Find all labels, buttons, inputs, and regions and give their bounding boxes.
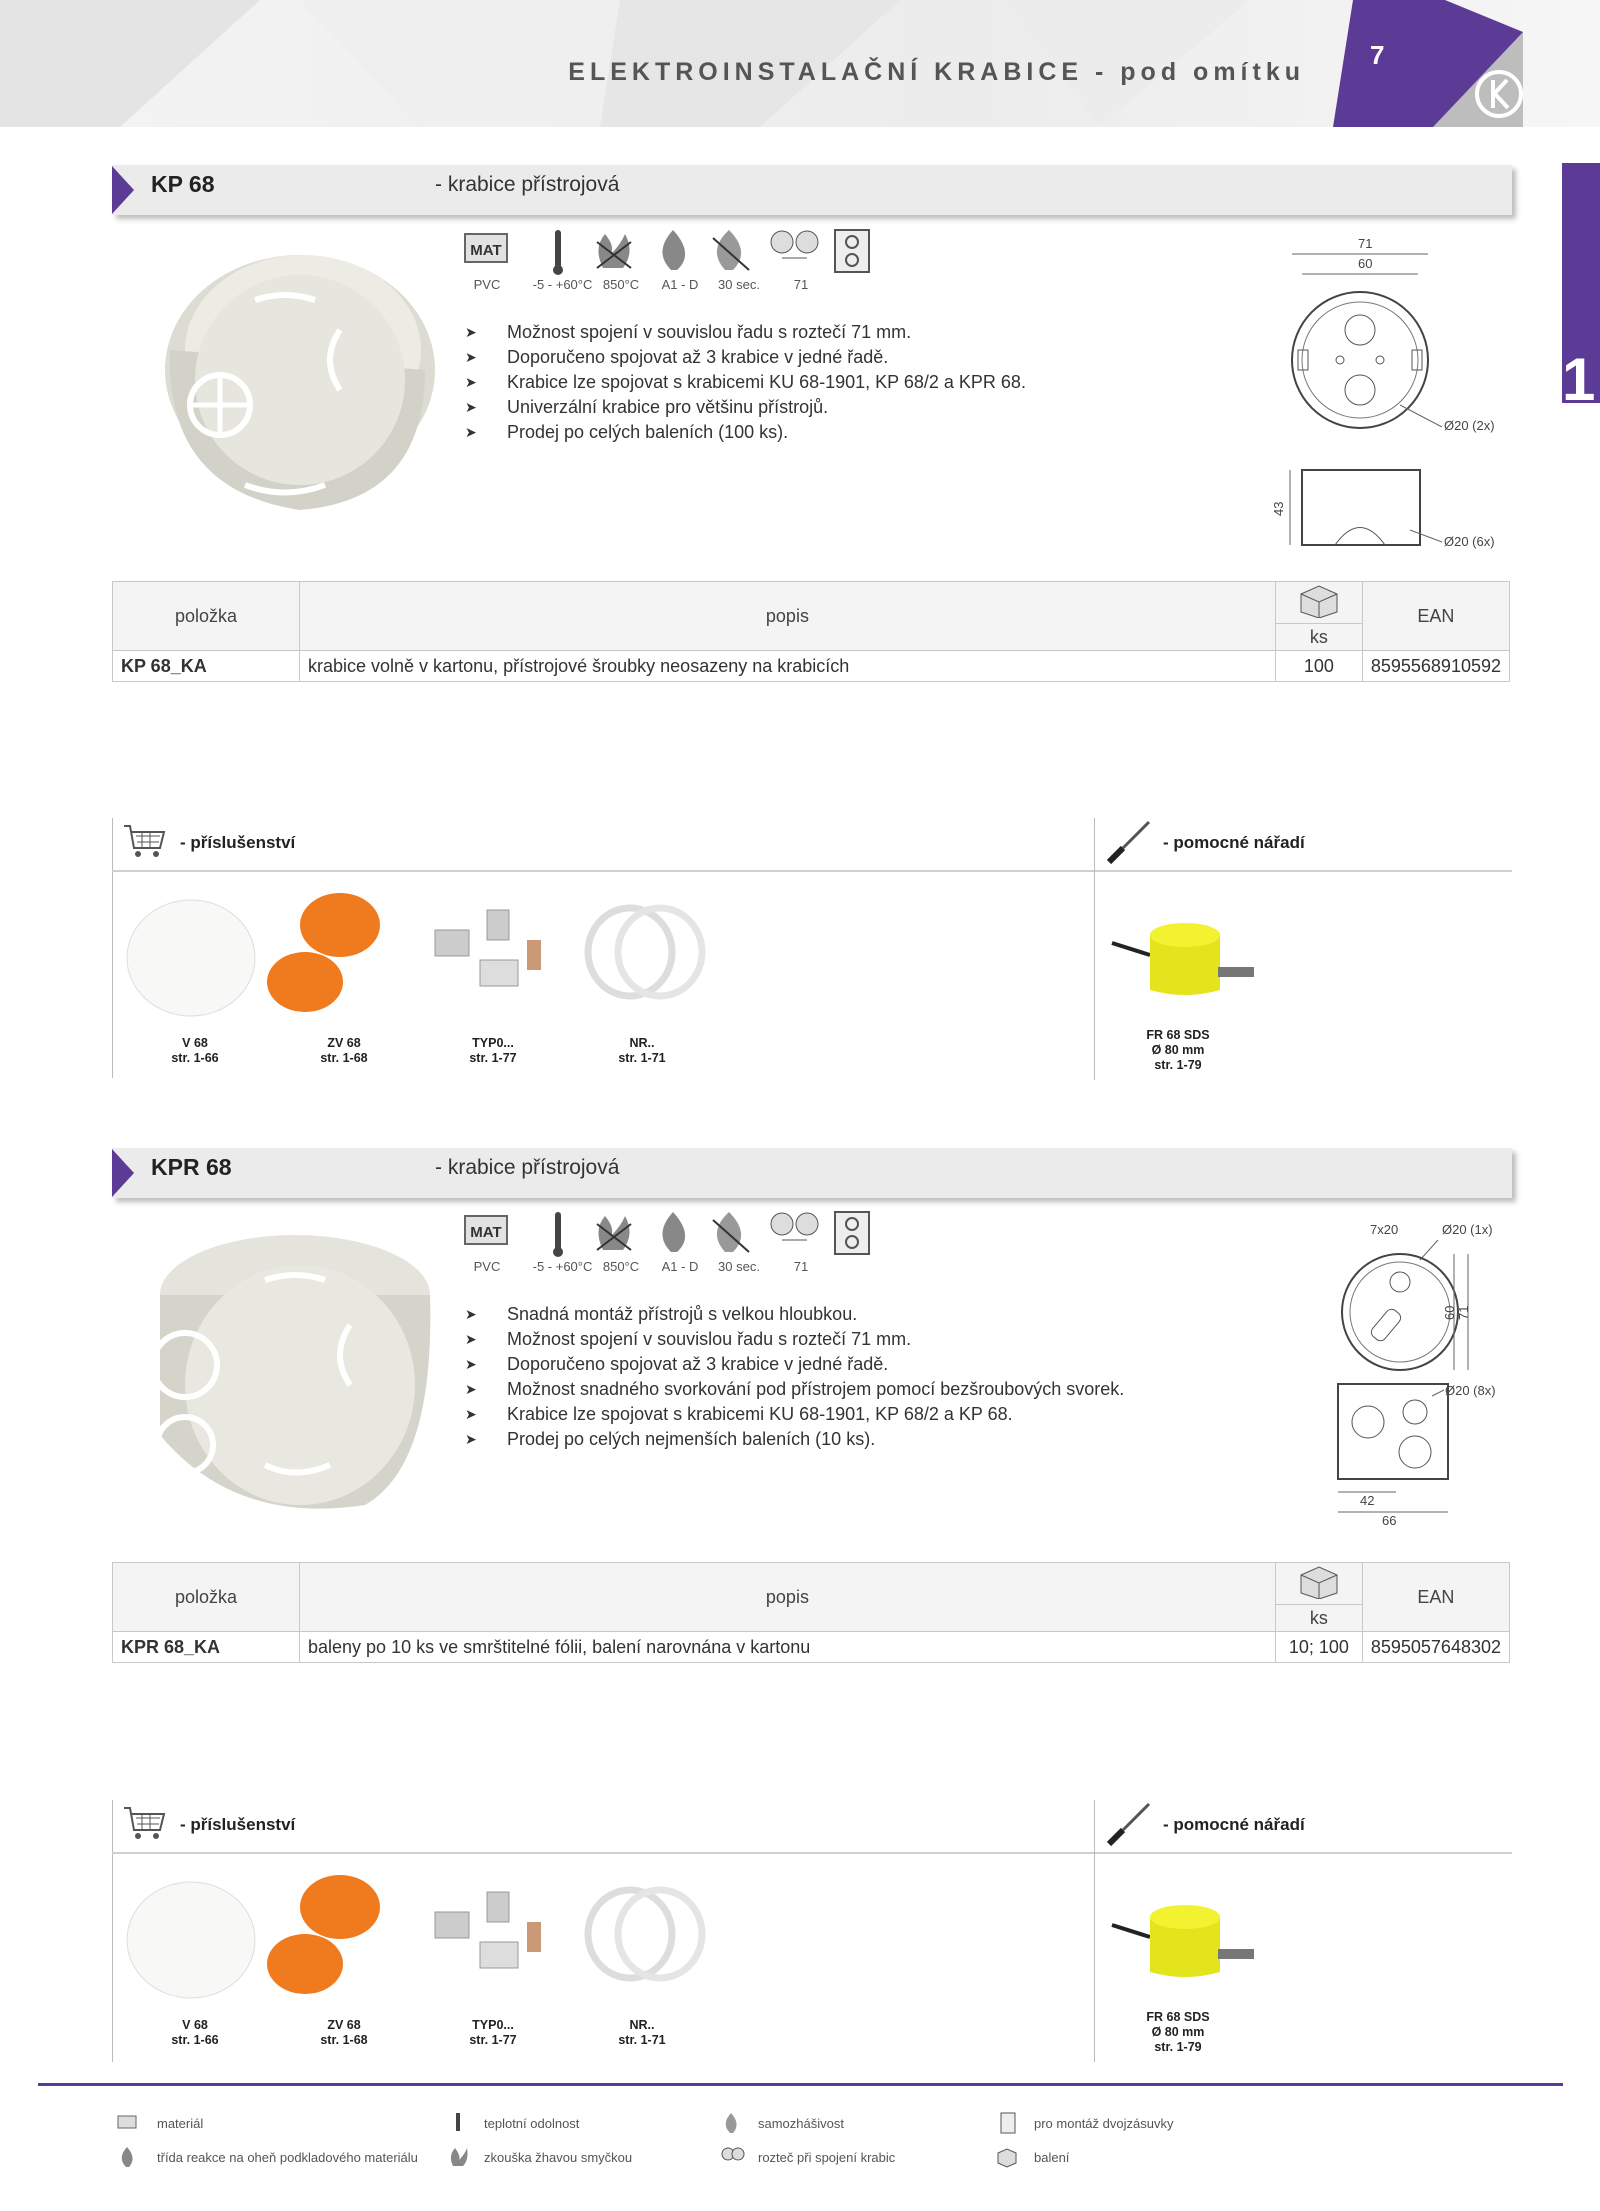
svg-text:60: 60 <box>1442 1305 1457 1320</box>
svg-text:71: 71 <box>1358 236 1373 251</box>
bullet-arrow-icon: ➤ <box>465 1406 477 1422</box>
svg-text:MAT: MAT <box>470 242 502 259</box>
legend-item: rozteč při spojení krabic <box>758 2150 896 2165</box>
cell-ean: 8595568910592 <box>1362 651 1509 682</box>
terminal-typ0-image <box>435 910 541 986</box>
col-header-qty: ks <box>1275 624 1362 651</box>
prop-label: PVC <box>473 277 501 292</box>
feature-item: ➤ Krabice lze spojovat s krabicemi KU 68-1901, KP 68/2 a KPR 68. <box>465 370 1026 395</box>
legend-item: samozhášivost <box>758 2116 844 2131</box>
technical-drawing-kp68 <box>1250 230 1520 560</box>
prop-label: -5 - +60°C <box>532 1259 593 1274</box>
double-socket-icon <box>835 230 869 272</box>
self-extinguish-icon <box>713 230 749 270</box>
svg-text:42: 42 <box>1360 1493 1375 1508</box>
bullet-arrow-icon: ➤ <box>465 1381 477 1397</box>
feature-list <box>465 1302 1124 1452</box>
cover-v68-image <box>127 900 255 1016</box>
svg-text:66: 66 <box>1382 1513 1397 1528</box>
cell-desc: krabice volně v kartonu, přístrojové šroubky neosazeny na krabicích <box>300 651 1276 682</box>
bullet-arrow-icon: ➤ <box>465 1331 477 1347</box>
tool-caption: FR 68 SDS Ø 80 mm str. 1-79 <box>1146 1028 1210 1072</box>
box-icon <box>1275 582 1362 624</box>
accessory-caption: ZV 68 str. 1-68 <box>320 2018 368 2047</box>
self-extinguish-icon <box>713 1212 749 1252</box>
section-arrow-icon <box>112 1149 134 1197</box>
col-header-item: položka <box>113 1563 300 1632</box>
mat-icon <box>117 2114 137 2130</box>
feature-item: ➤ Možnost spojení v souvislou řadu s roztečí 71 mm. <box>465 1327 1124 1352</box>
feature-item: ➤ Prodej po celých baleních (100 ks). <box>465 420 1026 445</box>
product-table <box>112 1562 1510 1663</box>
flame-class-icon <box>662 230 685 270</box>
page-title: ELEKTROINSTALAČNÍ KRABICE - pod omítku <box>568 58 1305 86</box>
terminal-typ0-image <box>435 1892 541 1968</box>
ring-nr-image <box>588 1890 702 1978</box>
legend-item: balení <box>1034 2150 1070 2165</box>
section-arrow-icon <box>112 166 134 214</box>
flame-class-icon <box>117 2146 137 2168</box>
prop-label: 71 <box>793 277 809 292</box>
box-icon <box>1275 1563 1362 1605</box>
prop-label: 30 sec. <box>718 1259 760 1274</box>
box-spacing-icon <box>721 2146 745 2168</box>
bullet-arrow-icon: ➤ <box>465 1356 477 1372</box>
screwdriver-icon <box>1103 1800 1153 1850</box>
accessories-heading: - příslušenství <box>180 833 296 852</box>
cell-desc: baleny po 10 ks ve smrštitelné fólii, balení narovnána v kartonu <box>300 1632 1276 1663</box>
thermometer-icon <box>553 1212 563 1257</box>
cell-ean: 8595057648302 <box>1362 1632 1509 1663</box>
svg-text:43: 43 <box>1271 501 1286 516</box>
box-spacing-icon <box>771 231 818 258</box>
accessory-images <box>125 1872 715 2012</box>
table-row <box>113 1632 1510 1663</box>
prop-label: PVC <box>473 1259 501 1274</box>
mat-icon <box>465 1216 507 1244</box>
table-header-row <box>113 582 1510 624</box>
svg-text:7x20: 7x20 <box>1370 1222 1399 1237</box>
feature-list <box>465 320 1026 445</box>
double-socket-icon <box>835 1212 869 1254</box>
col-header-desc: popis <box>300 582 1276 651</box>
divider <box>112 870 1512 872</box>
accessory-caption: V 68 str. 1-66 <box>171 2018 219 2047</box>
box-icon <box>996 2146 1018 2168</box>
bullet-arrow-icon: ➤ <box>465 1431 477 1447</box>
accessory-caption: TYP0... str. 1-77 <box>469 1036 517 1065</box>
prop-label: A1 - D <box>661 277 699 292</box>
mat-icon <box>465 234 507 262</box>
bullet-arrow-icon: ➤ <box>465 1306 477 1322</box>
svg-text:Ø20 (6x): Ø20 (6x) <box>1444 534 1495 549</box>
cell-item: KPR 68_KA <box>113 1632 300 1663</box>
tools-heading: - pomocné nářadí <box>1163 1815 1305 1834</box>
product-image-kp68 <box>125 230 445 540</box>
table-header-row <box>113 1563 1510 1605</box>
col-header-desc: popis <box>300 1563 1276 1632</box>
cover-v68-image <box>127 1882 255 1998</box>
feature-item: ➤ Možnost spojení v souvislou řadu s roztečí 71 mm. <box>465 320 1026 345</box>
prop-label: 850°C <box>602 277 640 292</box>
accessories-heading: - příslušenství <box>180 1815 296 1834</box>
bullet-arrow-icon: ➤ <box>465 324 477 340</box>
feature-item: ➤ Snadná montáž přístrojů s velkou hloubkou. <box>465 1302 1124 1327</box>
product-subtitle: - krabice přístrojová <box>435 173 620 196</box>
legend-item: materiál <box>157 2116 204 2131</box>
glow-wire-icon <box>597 234 631 268</box>
col-header-ean: EAN <box>1362 1563 1509 1632</box>
legend-item: třída reakce na oheň podkladového materiálu <box>157 2150 418 2165</box>
technical-drawing-kpr68 <box>1320 1212 1520 1532</box>
cell-qty: 10; 100 <box>1275 1632 1362 1663</box>
hole-saw-image <box>1110 905 1270 1015</box>
feature-item: ➤ Doporučeno spojovat až 3 krabice v jedné řadě. <box>465 345 1026 370</box>
prop-label: 850°C <box>602 1259 640 1274</box>
screwdriver-icon <box>1103 818 1153 868</box>
prop-label: -5 - +60°C <box>532 277 593 292</box>
section-header-bar <box>112 1148 1512 1198</box>
hole-saw-image <box>1110 1887 1270 1997</box>
cover-zv68-image <box>267 893 380 1012</box>
tool-caption: FR 68 SDS Ø 80 mm str. 1-79 <box>1146 2010 1210 2054</box>
self-extinguish-icon <box>721 2112 741 2134</box>
prop-label: 30 sec. <box>718 277 760 292</box>
product-code: KP 68 <box>151 171 215 197</box>
product-subtitle: - krabice přístrojová <box>435 1156 620 1179</box>
thermometer-icon <box>553 230 563 275</box>
ring-nr-image <box>588 908 702 996</box>
feature-item: ➤ Krabice lze spojovat s krabicemi KU 68-1901, KP 68/2 a KP 68. <box>465 1402 1124 1427</box>
accessory-images <box>125 890 715 1030</box>
prop-label: A1 - D <box>661 1259 699 1274</box>
bullet-arrow-icon: ➤ <box>465 399 477 415</box>
feature-item: ➤ Doporučeno spojovat až 3 krabice v jedné řadě. <box>465 1352 1124 1377</box>
table-row <box>113 651 1510 682</box>
col-header-ean: EAN <box>1362 582 1509 651</box>
product-table <box>112 581 1510 682</box>
property-icons <box>463 228 903 283</box>
svg-text:Ø20 (8x): Ø20 (8x) <box>1445 1383 1496 1398</box>
double-socket-icon <box>999 2112 1017 2134</box>
accessory-caption: TYP0... str. 1-77 <box>469 2018 517 2047</box>
cell-qty: 100 <box>1275 651 1362 682</box>
accessory-caption: NR.. str. 1-71 <box>618 2018 666 2047</box>
prop-label: 71 <box>793 1259 809 1274</box>
feature-item: ➤ Univerzální krabice pro většinu přístrojů. <box>465 395 1026 420</box>
legend-item: zkouška žhavou smyčkou <box>484 2150 633 2165</box>
col-header-item: položka <box>113 582 300 651</box>
col-header-qty: ks <box>1275 1605 1362 1632</box>
legend-item: pro montáž dvojzásuvky <box>1034 2116 1174 2131</box>
product-code: KPR 68 <box>151 1154 232 1180</box>
svg-text:60: 60 <box>1358 256 1373 271</box>
thermometer-icon <box>453 2112 463 2134</box>
accessory-caption: ZV 68 str. 1-68 <box>320 1036 368 1065</box>
tools-heading: - pomocné nářadí <box>1163 833 1305 852</box>
divider <box>112 1852 1512 1854</box>
divider <box>1094 818 1095 1080</box>
cart-icon <box>122 1802 168 1842</box>
cell-item: KP 68_KA <box>113 651 300 682</box>
cover-zv68-image <box>267 1875 380 1994</box>
accessory-caption: NR.. str. 1-71 <box>618 1036 666 1065</box>
svg-text:MAT: MAT <box>470 1224 502 1241</box>
box-spacing-icon <box>771 1213 818 1240</box>
accessory-caption: V 68 str. 1-66 <box>171 1036 219 1065</box>
svg-text:Ø20 (2x): Ø20 (2x) <box>1444 418 1495 433</box>
footer-divider <box>38 2083 1563 2086</box>
feature-item: ➤ Prodej po celých nejmenších baleních (10 ks). <box>465 1427 1124 1452</box>
cart-icon <box>122 820 168 860</box>
svg-text:71: 71 <box>1456 1305 1471 1320</box>
feature-item: ➤ Možnost snadného svorkování pod přístrojem pomocí bezšroubových svorek. <box>465 1377 1124 1402</box>
flame-class-icon <box>662 1212 685 1252</box>
chapter-number: 1 <box>1562 346 1596 413</box>
page-corner-badge <box>1333 0 1533 127</box>
glow-wire-icon <box>597 1216 631 1250</box>
glow-wire-icon <box>447 2146 469 2168</box>
legend-item: teplotní odolnost <box>484 2116 580 2131</box>
divider <box>1094 1800 1095 2062</box>
bullet-arrow-icon: ➤ <box>465 349 477 365</box>
bullet-arrow-icon: ➤ <box>465 424 477 440</box>
bullet-arrow-icon: ➤ <box>465 374 477 390</box>
product-image-kpr68 <box>115 1215 445 1535</box>
page-number: 7 <box>1370 40 1385 70</box>
property-icons <box>463 1210 903 1265</box>
svg-text:Ø20 (1x): Ø20 (1x) <box>1442 1222 1493 1237</box>
section-header-bar <box>112 165 1512 215</box>
